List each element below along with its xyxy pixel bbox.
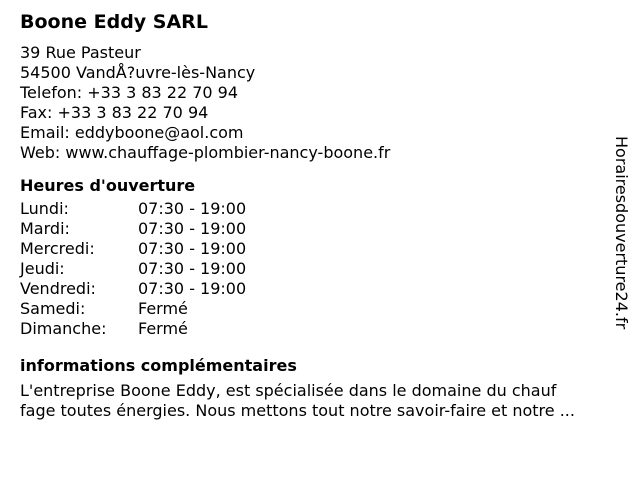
hours-day: Lundi: xyxy=(20,199,69,218)
opening-hours-table xyxy=(20,199,612,339)
company-name: Boone Eddy SARL xyxy=(20,11,208,33)
hours-row xyxy=(20,199,612,219)
hours-row xyxy=(20,299,612,319)
phone-number: Telefon: +33 3 83 22 70 94 xyxy=(20,83,239,102)
contact-block xyxy=(20,43,612,163)
description-line: L'entreprise Boone Eddy, est spécialisée dans le domaine du chauf xyxy=(20,381,557,400)
hours-row xyxy=(20,219,612,239)
hours-day: Vendredi: xyxy=(20,279,96,298)
hours-time: 07:30 - 19:00 xyxy=(138,239,247,258)
business-card xyxy=(20,9,612,421)
hours-day: Mercredi: xyxy=(20,239,95,258)
hours-row xyxy=(20,319,612,339)
hours-row xyxy=(20,259,612,279)
hours-time: 07:30 - 19:00 xyxy=(138,279,247,298)
watermark-text: Horairesdouverture24.fr xyxy=(612,136,631,330)
hours-time: Fermé xyxy=(138,319,188,338)
hours-time: 07:30 - 19:00 xyxy=(138,259,247,278)
description-line: fage toutes énergies. Nous mettons tout notre savoir-faire et notre ... xyxy=(20,401,575,420)
hours-time: 07:30 - 19:00 xyxy=(138,219,247,238)
hours-time: Fermé xyxy=(138,299,188,318)
hours-row xyxy=(20,279,612,299)
hours-day: Jeudi: xyxy=(20,259,65,278)
additional-info-text xyxy=(20,381,612,421)
hours-row xyxy=(20,239,612,259)
additional-info-heading: informations complémentaires xyxy=(20,356,297,375)
hours-day: Samedi: xyxy=(20,299,86,318)
hours-time: 07:30 - 19:00 xyxy=(138,199,247,218)
site-watermark xyxy=(612,136,634,372)
hours-day: Mardi: xyxy=(20,219,70,238)
address-city: 54500 VandÅ?uvre-lès-Nancy xyxy=(20,63,256,82)
hours-day: Dimanche: xyxy=(20,319,107,338)
fax-number: Fax: +33 3 83 22 70 94 xyxy=(20,103,209,122)
address-street: 39 Rue Pasteur xyxy=(20,43,141,62)
opening-hours-heading: Heures d'ouverture xyxy=(20,176,196,195)
website-url: Web: www.chauffage-plombier-nancy-boone.fr xyxy=(20,143,391,162)
email-address: Email: eddyboone@aol.com xyxy=(20,123,244,142)
